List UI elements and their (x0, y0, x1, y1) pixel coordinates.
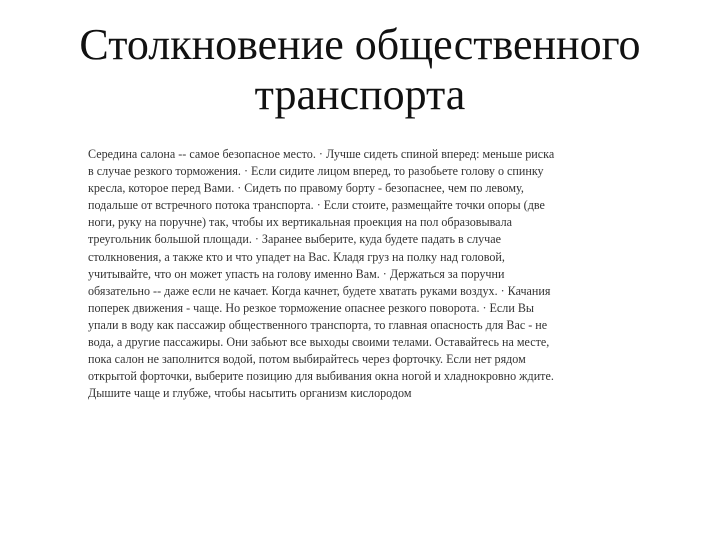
slide-title: Столкновение общественного транспорта (79, 20, 641, 119)
slide-body-text: Середина салона -- самое безопасное место. · Лучше сидеть спиной вперед: меньше риска в случае резкого торможения. · Если сидите лицом вперед, то разобьете голову о спинку кресла, которое перед Вами. · Сидеть по правому борту - безопаснее, чем по левому, подальше от встречного потока транспорта. · Если стоите, размещайте точки опоры (две ноги, руку на поручне) так, чтобы их вертикальная проекция на пол образовывала треугольник большой площади. · Заранее выберите, куда будете падать в случае столкновения, а также кто и что упадет на Вас. Кладя груз на полку над головой, учитывайте, что он может упасть на голову именно Вам. · Держаться за поручни обязательно -- даже если не качает. Когда качнет, будете хватать руками воздух. · Качания поперек движения - чаще. Но резкое торможение опаснее резкого поворота. · Если Вы упали в воду как пассажир общественного транспорта, то главная опасность для Вас - не вода, а другие пассажиры. Они забьют все выходы своими телами. Оставайтесь на месте, пока салон не заполнится водой, потом выбирайтесь через форточку. Если нет рядом открытой форточки, выберите позицию для выбивания окна ногой и хладнокровно ждите. Дышите чаще и глубже, чтобы насытить организм кислородом (88, 147, 555, 401)
